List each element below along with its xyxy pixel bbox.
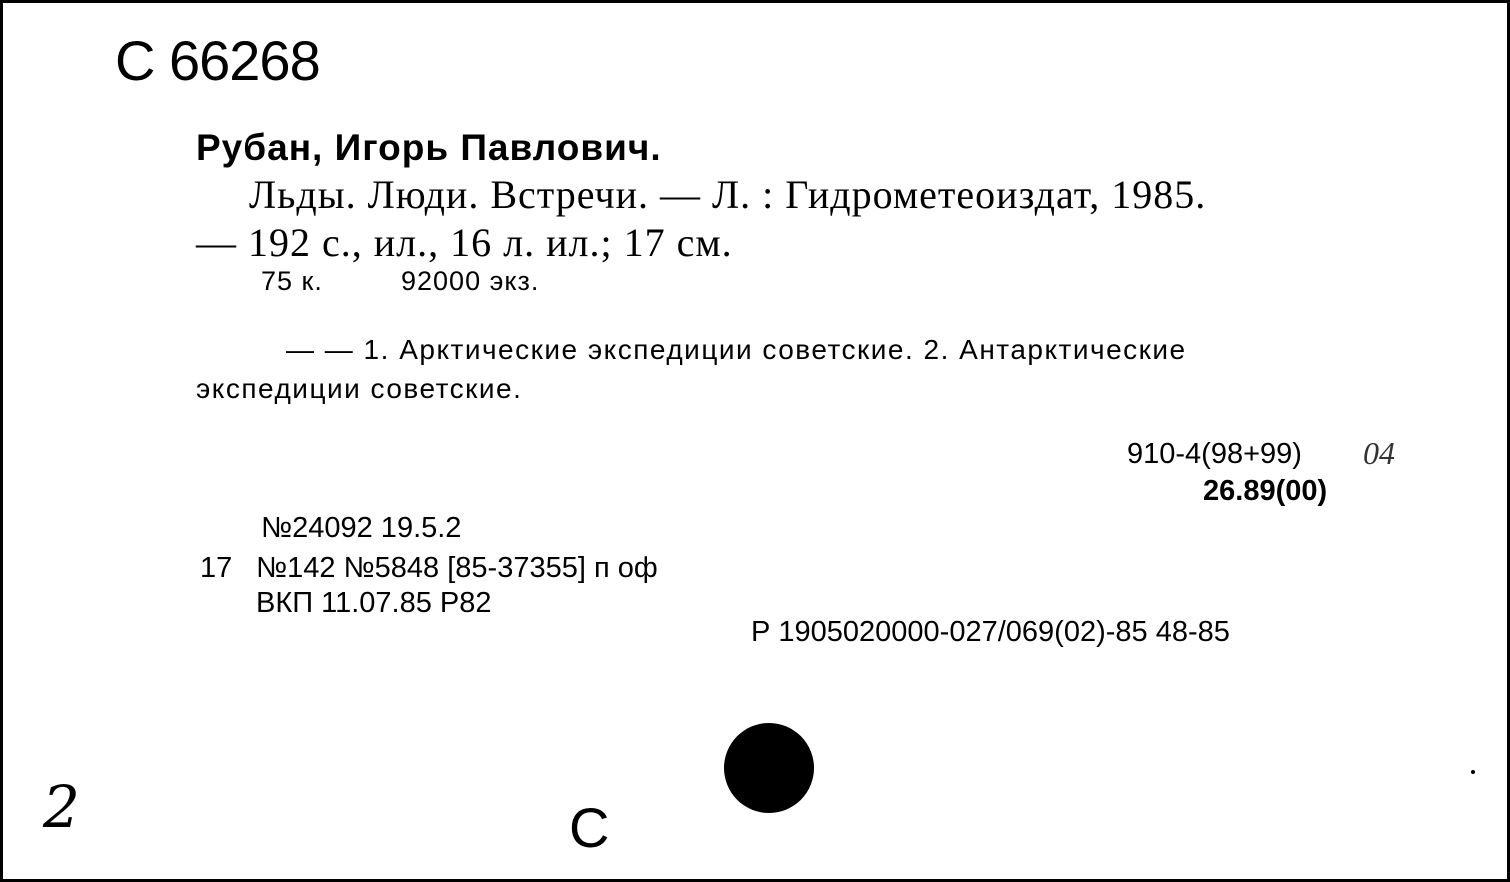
print-run: 92000 экз. <box>401 266 540 296</box>
service-line-1: №24092 19.5.2 <box>261 512 462 544</box>
author-heading: Рубан, Игорь Павлович. <box>196 127 662 168</box>
shelf-mark: С 66268 <box>115 29 320 92</box>
title-line-2: — 192 с., ил., 16 л. ил.; 17 см. <box>196 220 733 265</box>
subject-headings-line-1: — — 1. Арктические экспедиции советские. 2. Антарктические <box>286 334 1187 365</box>
publisher-code: Р 1905020000-027/069(02)-85 48-85 <box>751 616 1230 648</box>
service-line-2: №142 №5848 [85-37355] п оф <box>256 552 658 584</box>
service-number: 17 <box>200 552 233 584</box>
bottom-letter: С <box>569 796 610 859</box>
punch-hole <box>724 723 814 813</box>
classification-index-1: 910-4(98+99) <box>1127 438 1302 470</box>
classification-handwritten-note: 04 <box>1363 435 1395 471</box>
classification-index-2: 26.89(00) <box>1203 475 1328 507</box>
service-line-3: ВКП 11.07.85 Р82 <box>256 587 492 619</box>
price: 75 к. <box>261 266 323 296</box>
subject-headings-line-2: экспедиции советские. <box>196 373 523 404</box>
title-line-1: Льды. Люди. Встречи. — Л. : Гидрометеоиздат, 1985. <box>249 172 1207 217</box>
handwritten-mark: 2 <box>43 773 80 841</box>
paper-speck <box>1471 770 1475 774</box>
